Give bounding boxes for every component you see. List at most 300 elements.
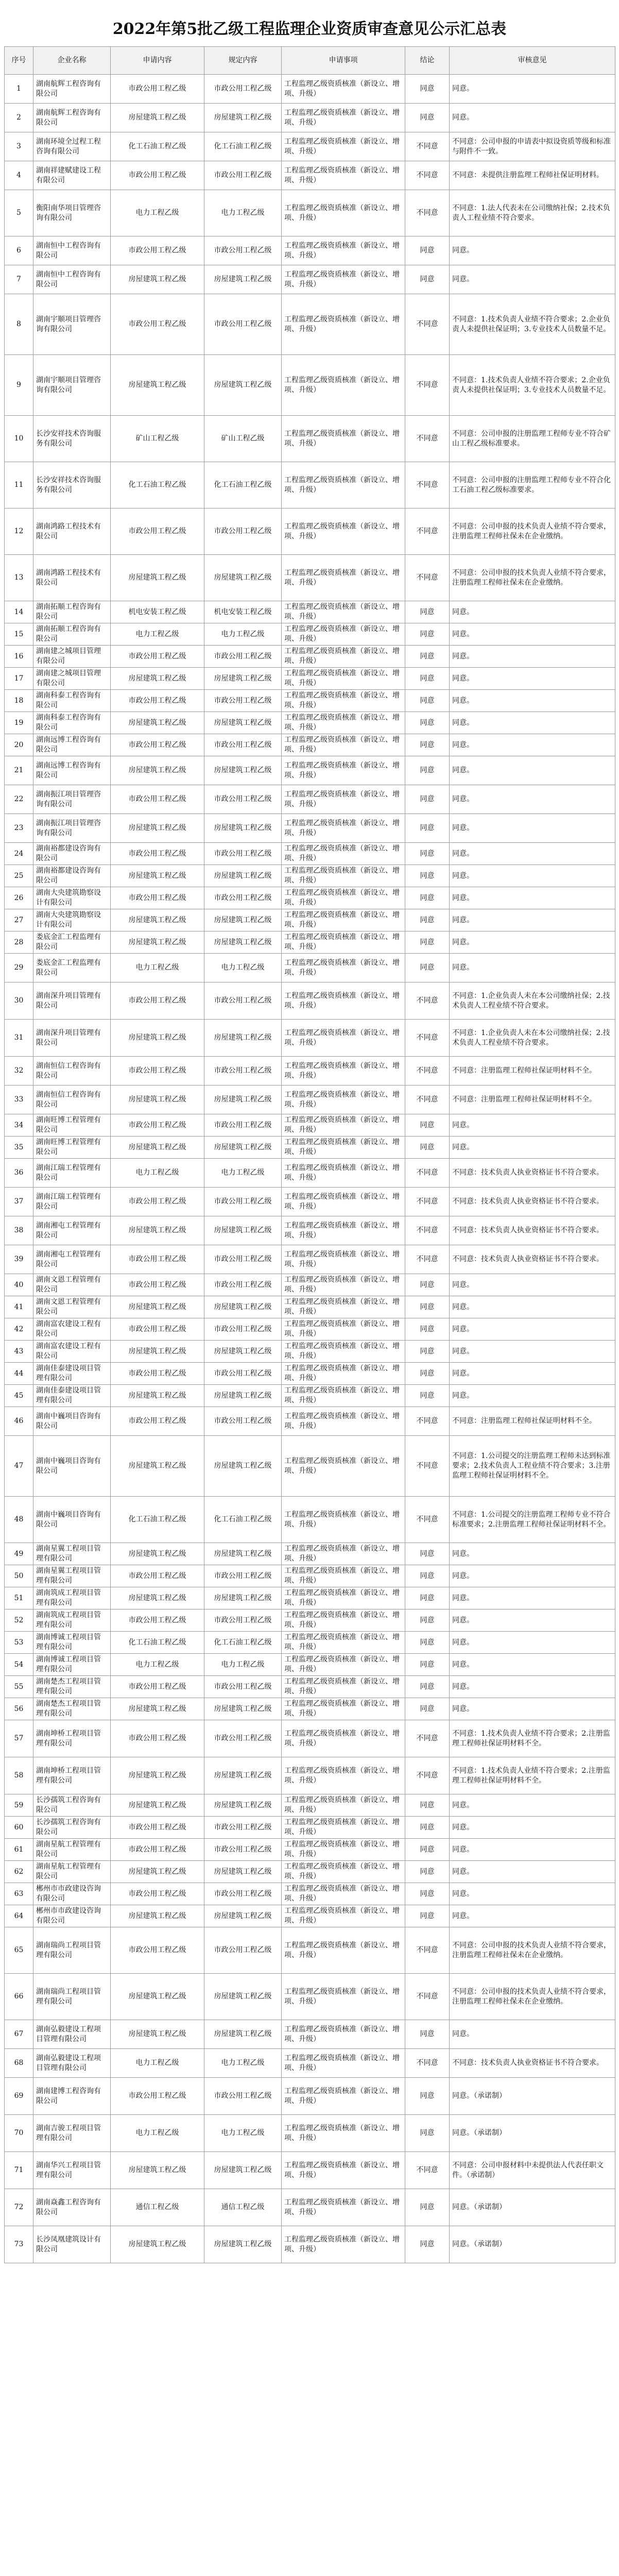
cell-apply: 房屋建筑工程乙级 — [111, 668, 204, 690]
cell-apply: 市政公用工程乙级 — [111, 1676, 204, 1698]
cell-company: 湖南江瑞工程管理有限公司 — [33, 1188, 111, 1216]
cell-no: 11 — [5, 462, 33, 509]
cell-item: 工程监理乙级资质核准（新设立、增项、升级） — [282, 1794, 405, 1817]
cell-item: 工程监理乙级资质核准（新设立、增项、升级） — [282, 2049, 405, 2078]
cell-no: 39 — [5, 1245, 33, 1274]
cell-item: 工程监理乙级资质核准（新设立、增项、升级） — [282, 1497, 405, 1543]
table-row — [5, 1609, 615, 1632]
cell-company: 湖南裕都建设咨询有限公司 — [33, 843, 111, 865]
cell-opinion: 不同意：公司申报材料中未提供法人代表任职文件。（承诺制） — [450, 2152, 615, 2189]
cell-opinion: 不同意：技术负责人执业资格证书不符合要求。 — [450, 1159, 615, 1188]
table-row — [5, 1720, 615, 1757]
cell-no: 25 — [5, 865, 33, 887]
table-row — [5, 843, 615, 865]
cell-result: 同意 — [405, 931, 450, 954]
cell-result: 不同意 — [405, 355, 450, 416]
cell-apply: 市政公用工程乙级 — [111, 1883, 204, 1905]
cell-item: 工程监理乙级资质核准（新设立、增项、升级） — [282, 954, 405, 982]
cell-result: 不同意 — [405, 1720, 450, 1757]
cell-no: 71 — [5, 2152, 33, 2189]
table-row — [5, 1407, 615, 1436]
cell-apply: 房屋建筑工程乙级 — [111, 1296, 204, 1318]
cell-apply: 市政公用工程乙级 — [111, 1114, 204, 1137]
cell-item: 工程监理乙级资质核准（新设立、增项、升级） — [282, 1720, 405, 1757]
cell-item: 工程监理乙级资质核准（新设立、增项、升级） — [282, 1318, 405, 1341]
cell-no: 17 — [5, 668, 33, 690]
cell-rule: 房屋建筑工程乙级 — [204, 712, 282, 734]
cell-apply: 房屋建筑工程乙级 — [111, 2152, 204, 2189]
table-row — [5, 954, 615, 982]
cell-no: 43 — [5, 1341, 33, 1363]
column-header-no: 序号 — [5, 47, 33, 75]
cell-no: 14 — [5, 601, 33, 623]
table-row — [5, 2115, 615, 2152]
cell-opinion: 同意。 — [450, 1817, 615, 1839]
cell-no: 29 — [5, 954, 33, 982]
cell-company: 湖南博诚工程项目管理有限公司 — [33, 1654, 111, 1676]
cell-apply: 电力工程乙级 — [111, 1654, 204, 1676]
cell-no: 66 — [5, 1974, 33, 2020]
cell-apply: 市政公用工程乙级 — [111, 646, 204, 668]
cell-result: 同意 — [405, 1385, 450, 1407]
cell-apply: 机电安装工程乙级 — [111, 601, 204, 623]
cell-result: 同意 — [405, 1318, 450, 1341]
table-row — [5, 1565, 615, 1587]
cell-apply: 电力工程乙级 — [111, 1159, 204, 1188]
table-row — [5, 1974, 615, 2020]
cell-apply: 化工石油工程乙级 — [111, 1632, 204, 1654]
table-row — [5, 1274, 615, 1296]
cell-no: 24 — [5, 843, 33, 865]
cell-apply: 房屋建筑工程乙级 — [111, 909, 204, 931]
table-row — [5, 132, 615, 161]
cell-company: 长沙安祥技术咨询服务有限公司 — [33, 416, 111, 462]
table-row — [5, 1216, 615, 1245]
cell-apply: 通信工程乙级 — [111, 2189, 204, 2226]
cell-result: 同意 — [405, 1839, 450, 1861]
cell-result: 同意 — [405, 690, 450, 712]
cell-result: 不同意 — [405, 1497, 450, 1543]
cell-result: 同意 — [405, 909, 450, 931]
cell-result: 同意 — [405, 843, 450, 865]
cell-item: 工程监理乙级资质核准（新设立、增项、升级） — [282, 104, 405, 132]
cell-opinion: 同意。 — [450, 236, 615, 265]
cell-result: 同意 — [405, 1905, 450, 1927]
cell-apply: 房屋建筑工程乙级 — [111, 1861, 204, 1883]
cell-no: 30 — [5, 982, 33, 1020]
cell-rule: 市政公用工程乙级 — [204, 509, 282, 555]
cell-rule: 房屋建筑工程乙级 — [204, 1296, 282, 1318]
cell-apply: 电力工程乙级 — [111, 2049, 204, 2078]
cell-company: 湖南弘毅建设工程项目管理有限公司 — [33, 2049, 111, 2078]
cell-no: 1 — [5, 75, 33, 104]
cell-no: 27 — [5, 909, 33, 931]
cell-item: 工程监理乙级资质核准（新设立、增项、升级） — [282, 555, 405, 601]
cell-item: 工程监理乙级资质核准（新设立、增项、升级） — [282, 1565, 405, 1587]
cell-company: 娄底金汇工程监理有限公司 — [33, 954, 111, 982]
cell-apply: 市政公用工程乙级 — [111, 734, 204, 756]
table-row — [5, 1587, 615, 1609]
cell-no: 72 — [5, 2189, 33, 2226]
cell-company: 湖南科泰工程咨询有限公司 — [33, 712, 111, 734]
cell-apply: 市政公用工程乙级 — [111, 294, 204, 355]
cell-company: 娄底金汇工程监理有限公司 — [33, 931, 111, 954]
cell-rule: 市政公用工程乙级 — [204, 236, 282, 265]
cell-apply: 市政公用工程乙级 — [111, 982, 204, 1020]
cell-item: 工程监理乙级资质核准（新设立、增项、升级） — [282, 1137, 405, 1159]
cell-opinion: 同意。 — [450, 1587, 615, 1609]
cell-apply: 市政公用工程乙级 — [111, 1363, 204, 1385]
cell-item: 工程监理乙级资质核准（新设立、增项、升级） — [282, 2115, 405, 2152]
cell-opinion: 同意。 — [450, 1861, 615, 1883]
cell-item: 工程监理乙级资质核准（新设立、增项、升级） — [282, 75, 405, 104]
cell-result: 同意 — [405, 785, 450, 814]
cell-company: 湖南楚杰工程项目管理有限公司 — [33, 1676, 111, 1698]
cell-apply: 市政公用工程乙级 — [111, 843, 204, 865]
table-row — [5, 1839, 615, 1861]
cell-opinion: 同意。 — [450, 756, 615, 785]
cell-no: 5 — [5, 190, 33, 236]
cell-opinion: 同意。 — [450, 601, 615, 623]
cell-result: 不同意 — [405, 509, 450, 555]
table-row — [5, 236, 615, 265]
cell-apply: 市政公用工程乙级 — [111, 1565, 204, 1587]
cell-rule: 电力工程乙级 — [204, 2049, 282, 2078]
cell-opinion: 同意。 — [450, 865, 615, 887]
cell-apply: 市政公用工程乙级 — [111, 1318, 204, 1341]
table-row — [5, 1341, 615, 1363]
cell-no: 64 — [5, 1905, 33, 1927]
cell-opinion: 同意。 — [450, 265, 615, 294]
table-row — [5, 161, 615, 190]
table-row — [5, 887, 615, 909]
cell-rule: 房屋建筑工程乙级 — [204, 865, 282, 887]
cell-result: 不同意 — [405, 2152, 450, 2189]
cell-result: 同意 — [405, 1632, 450, 1654]
table-row — [5, 690, 615, 712]
cell-opinion: 不同意：技术负责人执业资格证书不符合要求。 — [450, 1188, 615, 1216]
cell-opinion: 不同意：1.企业负责人未在本公司缴纳社保；2.技术负责人工程业绩不符合要求。 — [450, 1020, 615, 1057]
cell-result: 同意 — [405, 1114, 450, 1137]
cell-result: 不同意 — [405, 982, 450, 1020]
cell-opinion: 同意。 — [450, 668, 615, 690]
cell-company: 湖南楚杰工程项目管理有限公司 — [33, 1698, 111, 1720]
cell-no: 35 — [5, 1137, 33, 1159]
table-row — [5, 1817, 615, 1839]
cell-company: 湖南星航工程管理有限公司 — [33, 1839, 111, 1861]
cell-company: 湖南建博工程咨询有限公司 — [33, 2078, 111, 2115]
table-row — [5, 2152, 615, 2189]
cell-no: 8 — [5, 294, 33, 355]
cell-company: 湖南博诚工程项目管理有限公司 — [33, 1632, 111, 1654]
cell-item: 工程监理乙级资质核准（新设立、增项、升级） — [282, 690, 405, 712]
cell-apply: 房屋建筑工程乙级 — [111, 265, 204, 294]
table-row — [5, 785, 615, 814]
cell-company: 湖南航辉工程咨询有限公司 — [33, 104, 111, 132]
cell-rule: 市政公用工程乙级 — [204, 1274, 282, 1296]
cell-apply: 房屋建筑工程乙级 — [111, 355, 204, 416]
cell-company: 湖南佳泰建设项目管理有限公司 — [33, 1385, 111, 1407]
cell-rule: 房屋建筑工程乙级 — [204, 931, 282, 954]
cell-rule: 市政公用工程乙级 — [204, 1609, 282, 1632]
cell-item: 工程监理乙级资质核准（新设立、增项、升级） — [282, 843, 405, 865]
cell-item: 工程监理乙级资质核准（新设立、增项、升级） — [282, 132, 405, 161]
cell-rule: 房屋建筑工程乙级 — [204, 355, 282, 416]
cell-result: 不同意 — [405, 1927, 450, 1974]
cell-apply: 房屋建筑工程乙级 — [111, 931, 204, 954]
cell-item: 工程监理乙级资质核准（新设立、增项、升级） — [282, 1757, 405, 1794]
cell-no: 59 — [5, 1794, 33, 1817]
cell-opinion: 不同意：注册监理工程师社保证明材料不全。 — [450, 1057, 615, 1086]
cell-item: 工程监理乙级资质核准（新设立、增项、升级） — [282, 509, 405, 555]
cell-no: 33 — [5, 1086, 33, 1114]
table-row — [5, 1020, 615, 1057]
cell-apply: 化工石油工程乙级 — [111, 462, 204, 509]
cell-rule: 市政公用工程乙级 — [204, 161, 282, 190]
cell-rule: 市政公用工程乙级 — [204, 1839, 282, 1861]
cell-item: 工程监理乙级资质核准（新设立、增项、升级） — [282, 668, 405, 690]
cell-item: 工程监理乙级资质核准（新设立、增项、升级） — [282, 1057, 405, 1086]
cell-company: 长沙凤凰建筑设计有限公司 — [33, 2226, 111, 2263]
cell-rule: 化工石油工程乙级 — [204, 462, 282, 509]
cell-company: 湖南大央建筑勘察设计有限公司 — [33, 887, 111, 909]
cell-opinion: 同意。 — [450, 909, 615, 931]
cell-item: 工程监理乙级资质核准（新设立、增项、升级） — [282, 161, 405, 190]
cell-company: 湖南文恩工程管理有限公司 — [33, 1296, 111, 1318]
table-row — [5, 355, 615, 416]
cell-opinion: 不同意：1.技术负责人业绩不符合要求；2.注册监理工程师社保证明材料不全。 — [450, 1720, 615, 1757]
table-row — [5, 931, 615, 954]
table-row — [5, 1905, 615, 1927]
cell-result: 同意 — [405, 734, 450, 756]
cell-rule: 房屋建筑工程乙级 — [204, 1587, 282, 1609]
cell-no: 63 — [5, 1883, 33, 1905]
cell-opinion: 同意。 — [450, 931, 615, 954]
cell-company: 湖南建之城项目管理有限公司 — [33, 646, 111, 668]
cell-company: 湖南科泰工程咨询有限公司 — [33, 690, 111, 712]
cell-company: 湖南吉骏工程项目管理有限公司 — [33, 2115, 111, 2152]
cell-no: 41 — [5, 1296, 33, 1318]
cell-opinion: 同意。 — [450, 843, 615, 865]
table-row — [5, 1057, 615, 1086]
cell-item: 工程监理乙级资质核准（新设立、增项、升级） — [282, 190, 405, 236]
cell-company: 湖南深升项目管理有限公司 — [33, 982, 111, 1020]
cell-opinion: 同意。 — [450, 690, 615, 712]
cell-apply: 房屋建筑工程乙级 — [111, 1216, 204, 1245]
cell-rule: 房屋建筑工程乙级 — [204, 1137, 282, 1159]
cell-no: 36 — [5, 1159, 33, 1188]
cell-apply: 房屋建筑工程乙级 — [111, 814, 204, 843]
cell-apply: 房屋建筑工程乙级 — [111, 1974, 204, 2020]
cell-company: 湖南湘屯工程管理有限公司 — [33, 1216, 111, 1245]
table-row — [5, 555, 615, 601]
cell-company: 湖南文恩工程管理有限公司 — [33, 1274, 111, 1296]
cell-apply: 市政公用工程乙级 — [111, 887, 204, 909]
cell-opinion: 同意。 — [450, 1632, 615, 1654]
cell-company: 湖南旺博工程管理有限公司 — [33, 1114, 111, 1137]
cell-item: 工程监理乙级资质核准（新设立、增项、升级） — [282, 2189, 405, 2226]
cell-opinion: 同意。 — [450, 1296, 615, 1318]
cell-company: 长沙孺筑工程咨询有限公司 — [33, 1794, 111, 1817]
table-row — [5, 1927, 615, 1974]
cell-item: 工程监理乙级资质核准（新设立、增项、升级） — [282, 2152, 405, 2189]
table-row — [5, 104, 615, 132]
cell-company: 湖南振江项目管理咨询有限公司 — [33, 785, 111, 814]
cell-company: 湖南中巍项目咨询有限公司 — [33, 1497, 111, 1543]
cell-rule: 房屋建筑工程乙级 — [204, 1794, 282, 1817]
cell-result: 不同意 — [405, 1086, 450, 1114]
cell-company: 湖南江瑞工程管理有限公司 — [33, 1159, 111, 1188]
table-row — [5, 601, 615, 623]
cell-rule: 房屋建筑工程乙级 — [204, 1905, 282, 1927]
cell-opinion: 同意。 — [450, 1318, 615, 1341]
cell-company: 湖南大央建筑勘察设计有限公司 — [33, 909, 111, 931]
cell-rule: 市政公用工程乙级 — [204, 982, 282, 1020]
cell-rule: 电力工程乙级 — [204, 954, 282, 982]
cell-company: 湖南恒信工程咨询有限公司 — [33, 1057, 111, 1086]
cell-apply: 房屋建筑工程乙级 — [111, 1698, 204, 1720]
cell-rule: 房屋建筑工程乙级 — [204, 814, 282, 843]
cell-opinion: 不同意：注册监理工程师社保证明材料不全。 — [450, 1086, 615, 1114]
cell-rule: 市政公用工程乙级 — [204, 1676, 282, 1698]
cell-item: 工程监理乙级资质核准（新设立、增项、升级） — [282, 1436, 405, 1497]
cell-item: 工程监理乙级资质核准（新设立、增项、升级） — [282, 1974, 405, 2020]
cell-result: 同意 — [405, 1296, 450, 1318]
cell-apply: 市政公用工程乙级 — [111, 509, 204, 555]
cell-no: 45 — [5, 1385, 33, 1407]
cell-result: 不同意 — [405, 2049, 450, 2078]
cell-opinion: 同意。 — [450, 2020, 615, 2049]
cell-company: 湖南华兴工程项目管理有限公司 — [33, 2152, 111, 2189]
cell-result: 同意 — [405, 104, 450, 132]
cell-result: 同意 — [405, 1817, 450, 1839]
cell-rule: 房屋建筑工程乙级 — [204, 1216, 282, 1245]
cell-opinion: 不同意：1.技术负责人业绩不符合要求；2.企业负责人未提供社保证明；3.专业技术人员数量不足。 — [450, 355, 615, 416]
cell-item: 工程监理乙级资质核准（新设立、增项、升级） — [282, 1020, 405, 1057]
cell-no: 53 — [5, 1632, 33, 1654]
cell-item: 工程监理乙级资质核准（新设立、增项、升级） — [282, 865, 405, 887]
cell-result: 同意 — [405, 712, 450, 734]
cell-result: 同意 — [405, 1137, 450, 1159]
column-header-rule: 规定内容 — [204, 47, 282, 75]
cell-opinion: 同意。 — [450, 1794, 615, 1817]
cell-apply: 市政公用工程乙级 — [111, 1609, 204, 1632]
table-row — [5, 2020, 615, 2049]
cell-company: 郴州市市政建设咨询有限公司 — [33, 1905, 111, 1927]
cell-company: 湖南坤桥工程项目管理有限公司 — [33, 1757, 111, 1794]
table-row — [5, 1296, 615, 1318]
cell-item: 工程监理乙级资质核准（新设立、增项、升级） — [282, 1905, 405, 1927]
cell-no: 60 — [5, 1817, 33, 1839]
cell-no: 4 — [5, 161, 33, 190]
cell-item: 工程监理乙级资质核准（新设立、增项、升级） — [282, 1086, 405, 1114]
table-row — [5, 2189, 615, 2226]
cell-company: 湖南鸿路工程技术有限公司 — [33, 509, 111, 555]
table-row — [5, 2049, 615, 2078]
table-row — [5, 1757, 615, 1794]
cell-apply: 电力工程乙级 — [111, 2115, 204, 2152]
cell-apply: 市政公用工程乙级 — [111, 1927, 204, 1974]
cell-rule: 市政公用工程乙级 — [204, 785, 282, 814]
cell-company: 湖南祥建赋建设工程有限公司 — [33, 161, 111, 190]
cell-opinion: 同意。 — [450, 1654, 615, 1676]
table-row — [5, 814, 615, 843]
cell-opinion: 同意。 — [450, 1114, 615, 1137]
cell-rule: 市政公用工程乙级 — [204, 1363, 282, 1385]
table-row — [5, 265, 615, 294]
cell-item: 工程监理乙级资质核准（新设立、增项、升级） — [282, 1698, 405, 1720]
cell-result: 同意 — [405, 954, 450, 982]
cell-no: 54 — [5, 1654, 33, 1676]
cell-result: 同意 — [405, 887, 450, 909]
table-row — [5, 190, 615, 236]
cell-result: 同意 — [405, 1676, 450, 1698]
cell-rule: 市政公用工程乙级 — [204, 1318, 282, 1341]
cell-opinion: 同意。 — [450, 734, 615, 756]
cell-opinion: 同意。 — [450, 1676, 615, 1698]
cell-apply: 房屋建筑工程乙级 — [111, 1385, 204, 1407]
cell-rule: 机电安装工程乙级 — [204, 601, 282, 623]
cell-result: 同意 — [405, 2189, 450, 2226]
cell-rule: 房屋建筑工程乙级 — [204, 1543, 282, 1565]
cell-opinion: 同意。 — [450, 954, 615, 982]
cell-item: 工程监理乙级资质核准（新设立、增项、升级） — [282, 623, 405, 646]
cell-company: 湖南航辉工程咨询有限公司 — [33, 75, 111, 104]
cell-opinion: 不同意：技术负责人执业资格证书不符合要求。 — [450, 1245, 615, 1274]
cell-item: 工程监理乙级资质核准（新设立、增项、升级） — [282, 1861, 405, 1883]
table-row — [5, 509, 615, 555]
cell-opinion: 不同意：1.公司提交的注册监理工程师专业不符合标准要求；2.注册监理工程师社保证明材料不全。 — [450, 1497, 615, 1543]
cell-item: 工程监理乙级资质核准（新设立、增项、升级） — [282, 416, 405, 462]
cell-apply: 房屋建筑工程乙级 — [111, 1436, 204, 1497]
cell-item: 工程监理乙级资质核准（新设立、增项、升级） — [282, 236, 405, 265]
cell-no: 68 — [5, 2049, 33, 2078]
cell-opinion: 同意。 — [450, 1839, 615, 1861]
cell-result: 同意 — [405, 1565, 450, 1587]
cell-item: 工程监理乙级资质核准（新设立、增项、升级） — [282, 2020, 405, 2049]
cell-result: 不同意 — [405, 1436, 450, 1497]
cell-result: 不同意 — [405, 132, 450, 161]
cell-no: 51 — [5, 1587, 33, 1609]
cell-rule: 房屋建筑工程乙级 — [204, 756, 282, 785]
cell-item: 工程监理乙级资质核准（新设立、增项、升级） — [282, 601, 405, 623]
cell-no: 16 — [5, 646, 33, 668]
cell-rule: 市政公用工程乙级 — [204, 2078, 282, 2115]
cell-item: 工程监理乙级资质核准（新设立、增项、升级） — [282, 1883, 405, 1905]
column-header-item: 申请事项 — [282, 47, 405, 75]
cell-opinion: 同意。 — [450, 104, 615, 132]
cell-no: 57 — [5, 1720, 33, 1757]
cell-opinion: 同意。（承诺制） — [450, 2189, 615, 2226]
cell-item: 工程监理乙级资质核准（新设立、增项、升级） — [282, 1341, 405, 1363]
cell-opinion: 不同意：公司申报的申请表中拟设资质等级和标准与附件不一致。 — [450, 132, 615, 161]
cell-opinion: 不同意：公司申报的技术负责人业绩不符合要求，注册监理工程师社保未在企业缴纳。 — [450, 1927, 615, 1974]
cell-no: 69 — [5, 2078, 33, 2115]
cell-opinion: 不同意：1.公司提交的注册监理工程师未达到标准要求；2.技术负责人工程业绩不符合要求；3.注册监理工程师社保证明材料不全。 — [450, 1436, 615, 1497]
cell-result: 同意 — [405, 865, 450, 887]
cell-opinion: 同意。（承诺制） — [450, 2115, 615, 2152]
cell-apply: 电力工程乙级 — [111, 623, 204, 646]
cell-opinion: 同意。（承诺制） — [450, 2226, 615, 2263]
cell-rule: 市政公用工程乙级 — [204, 646, 282, 668]
cell-apply: 市政公用工程乙级 — [111, 1407, 204, 1436]
cell-result: 同意 — [405, 2020, 450, 2049]
cell-rule: 房屋建筑工程乙级 — [204, 668, 282, 690]
cell-rule: 市政公用工程乙级 — [204, 1883, 282, 1905]
cell-no: 34 — [5, 1114, 33, 1137]
cell-result: 同意 — [405, 2078, 450, 2115]
cell-rule: 市政公用工程乙级 — [204, 1565, 282, 1587]
